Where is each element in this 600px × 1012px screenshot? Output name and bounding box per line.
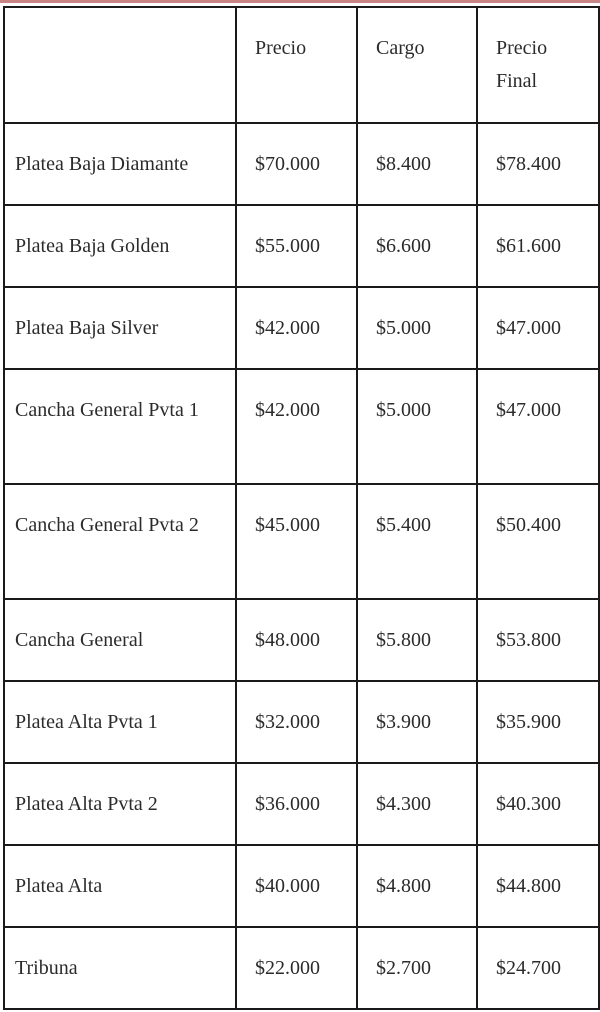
precio-cell: $32.000 xyxy=(236,681,357,763)
cargo-cell: $5.800 xyxy=(357,599,477,681)
precio-final-cell: $47.000 xyxy=(477,287,599,369)
table-row xyxy=(4,369,599,484)
precio-cell: $40.000 xyxy=(236,845,357,927)
table-row xyxy=(4,763,599,845)
precio-cell: $70.000 xyxy=(236,123,357,205)
zone-cell: Platea Baja Golden xyxy=(4,205,236,287)
cargo-cell: $5.400 xyxy=(357,484,477,599)
cargo-cell: $5.000 xyxy=(357,287,477,369)
table-row xyxy=(4,681,599,763)
cargo-cell: $2.700 xyxy=(357,927,477,1009)
precio-cell: $42.000 xyxy=(236,287,357,369)
header-cell-zone xyxy=(4,7,236,123)
table-row xyxy=(4,205,599,287)
table-row xyxy=(4,845,599,927)
table-header xyxy=(4,7,599,123)
zone-cell: Platea Alta Pvta 1 xyxy=(4,681,236,763)
top-divider xyxy=(0,0,600,3)
precio-cell: $36.000 xyxy=(236,763,357,845)
cargo-cell: $4.300 xyxy=(357,763,477,845)
precio-cell: $48.000 xyxy=(236,599,357,681)
table-row xyxy=(4,287,599,369)
zone-cell: Tribuna xyxy=(4,927,236,1009)
table-row xyxy=(4,123,599,205)
zone-cell: Cancha General Pvta 1 xyxy=(4,369,236,484)
precio-final-cell: $40.300 xyxy=(477,763,599,845)
precio-final-cell: $44.800 xyxy=(477,845,599,927)
table-body xyxy=(4,123,599,1009)
zone-cell: Platea Alta xyxy=(4,845,236,927)
zone-cell: Cancha General Pvta 2 xyxy=(4,484,236,599)
precio-final-cell: $35.900 xyxy=(477,681,599,763)
precio-final-cell: $78.400 xyxy=(477,123,599,205)
zone-cell: Cancha General xyxy=(4,599,236,681)
precio-cell: $45.000 xyxy=(236,484,357,599)
precio-cell: $55.000 xyxy=(236,205,357,287)
zone-cell: Platea Baja Silver xyxy=(4,287,236,369)
zone-cell: Platea Baja Diamante xyxy=(4,123,236,205)
cargo-cell: $3.900 xyxy=(357,681,477,763)
table-row xyxy=(4,599,599,681)
cargo-cell: $4.800 xyxy=(357,845,477,927)
precio-final-cell: $24.700 xyxy=(477,927,599,1009)
precio-cell: $22.000 xyxy=(236,927,357,1009)
price-table xyxy=(3,6,600,1010)
cargo-cell: $5.000 xyxy=(357,369,477,484)
header-cell-precio: Precio xyxy=(236,7,357,123)
header-cell-cargo: Cargo xyxy=(357,7,477,123)
precio-final-cell: $50.400 xyxy=(477,484,599,599)
header-cell-precio-final: Precio Final xyxy=(477,7,599,123)
table-row xyxy=(4,927,599,1009)
precio-final-cell: $47.000 xyxy=(477,369,599,484)
zone-cell: Platea Alta Pvta 2 xyxy=(4,763,236,845)
precio-cell: $42.000 xyxy=(236,369,357,484)
cargo-cell: $6.600 xyxy=(357,205,477,287)
table-row xyxy=(4,484,599,599)
precio-final-cell: $61.600 xyxy=(477,205,599,287)
precio-final-cell: $53.800 xyxy=(477,599,599,681)
header-row xyxy=(4,7,599,123)
cargo-cell: $8.400 xyxy=(357,123,477,205)
